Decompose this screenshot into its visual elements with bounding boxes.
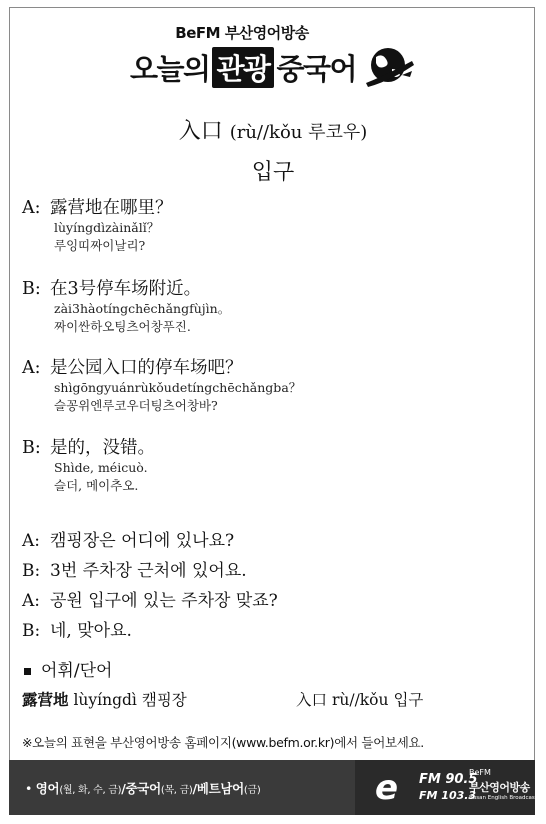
expression-chinese: 入口	[178, 119, 223, 144]
speaker: A:	[22, 591, 41, 611]
schedule-chinese: /중국어	[121, 781, 161, 796]
vocab-pinyin: rù//kǒu	[331, 691, 389, 709]
logo-befm: BeFM	[469, 768, 491, 777]
website-note: ※오늘의 표현을 부산영어방송 홈페이지(www.befm.or.kr)에서 들어보세요.	[22, 735, 424, 750]
speaker: B:	[22, 561, 41, 581]
vocab-item	[296, 688, 423, 710]
chinese-text: 是的，没错。	[50, 438, 155, 458]
vocab-heading	[24, 656, 112, 681]
vocab-item	[22, 691, 187, 709]
speaker: B:	[22, 438, 41, 458]
square-bullet-icon	[24, 668, 31, 675]
dialogue-line	[22, 197, 173, 255]
vocab-meaning: 입구	[393, 691, 424, 709]
frequency-2: FM 103.3	[419, 789, 477, 802]
brand-title	[130, 45, 416, 89]
bullet: •	[25, 781, 33, 796]
speaker: A:	[22, 531, 41, 551]
korean-line	[22, 530, 234, 552]
speaker: A:	[22, 198, 41, 218]
reading-text: 짜이싼하오팅츠어창푸진.	[54, 319, 191, 334]
brand-title-highlight: 관광	[212, 47, 273, 88]
speaker: B:	[22, 279, 41, 299]
schedule-english-days: (월, 화, 수, 금)	[59, 785, 122, 796]
korean-text: 3번 주차장 근처에 있어요.	[50, 561, 247, 581]
brand-title-left: 오늘의	[129, 51, 210, 86]
frequency-1: FM 90.5	[419, 772, 478, 787]
broadcast-schedule	[25, 779, 260, 797]
brand-subtitle: BeFM 부산영어방송	[175, 24, 309, 42]
reading-text: 루잉띠짜이날리?	[54, 238, 146, 253]
globe-plane-icon	[362, 45, 416, 89]
chinese-text: 露营地在哪里？	[50, 198, 173, 218]
brand-header	[0, 22, 546, 89]
korean-text: 공원 입구에 있는 주차장 맞죠?	[50, 591, 278, 611]
expression-pinyin: (rù//kǒu 루코우)	[229, 122, 368, 143]
chinese-text: 是公园入口的停车场吧？	[50, 358, 243, 378]
schedule-vietnamese: /베트남어	[192, 781, 244, 796]
reading-text: 슬꽁위엔루코우더팅츠어창바?	[54, 398, 218, 413]
dialogue-line	[22, 437, 155, 495]
brand-title-right: 중국어	[276, 51, 357, 86]
korean-text: 네, 맞아요.	[50, 621, 132, 641]
dialogue-line	[22, 278, 230, 336]
logo-station-sub: Busan English Broadcasting	[469, 795, 546, 801]
speaker: B:	[22, 621, 41, 641]
footer-bar	[9, 760, 546, 815]
korean-line	[22, 590, 278, 612]
korean-line	[22, 560, 247, 582]
pinyin-text: shìgōngyuánrùkǒudetíngchēchǎngba？	[54, 380, 302, 395]
pinyin-text: lùyíngdìzàinǎlǐ？	[54, 220, 160, 235]
schedule-english: 영어	[35, 781, 60, 796]
vocab-meaning: 캠핑장	[141, 691, 187, 709]
vocab-heading-text: 어휘/단어	[41, 661, 113, 681]
korean-line	[22, 620, 132, 642]
befm-e-logo-icon: e	[375, 768, 399, 808]
chinese-text: 在3号停车场附近。	[50, 279, 202, 299]
speaker: A:	[22, 358, 41, 378]
vocab-pinyin: lùyíngdì	[73, 691, 137, 709]
expression-korean: 입구	[251, 160, 295, 185]
schedule-vietnamese-days: (금)	[243, 785, 261, 796]
expression-title	[0, 114, 546, 145]
befm-logo	[355, 760, 546, 815]
pinyin-text: zài3hàotíngchēchǎngfùjìn。	[54, 301, 231, 316]
korean-text: 캠핑장은 어디에 있나요?	[50, 531, 235, 551]
pinyin-text: Shìde, méicuò.	[54, 460, 148, 475]
dialogue-line	[22, 357, 301, 415]
logo-station-name: 부산영어방송	[469, 781, 530, 794]
schedule-chinese-days: (목, 금)	[160, 785, 193, 796]
vocab-list	[22, 688, 522, 710]
reading-text: 슬더, 메이추오.	[54, 478, 139, 493]
vocab-word: 露营地	[22, 690, 69, 709]
vocab-word: 入口	[296, 691, 328, 709]
